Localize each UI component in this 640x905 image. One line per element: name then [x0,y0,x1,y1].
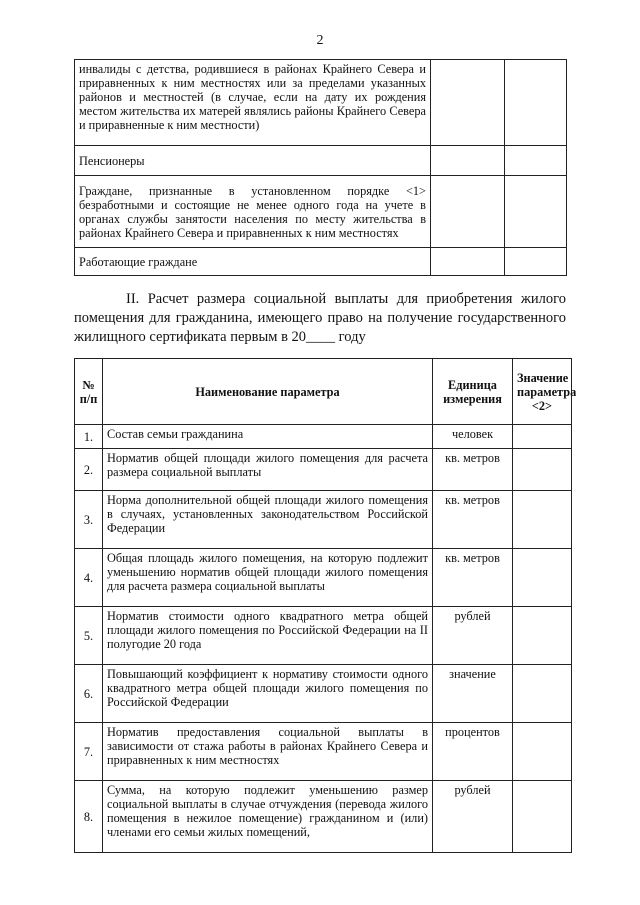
parameters-table [74,358,577,853]
param-name: Норматив предоставления социальной выплаты в зависимости от стажа работы в районах Крайнего Севера и приравненных к ним местностях [103,723,433,781]
param-unit: кв. метров [433,549,513,607]
header-num: № п/п [75,359,103,425]
param-value [513,449,572,491]
param-value [513,723,572,781]
param-value [513,781,572,853]
header-name: Наименование параметра [103,359,433,425]
category-label: Граждане, признанные в установленном порядке <1> безработными и состоящие не менее одного года на учете в органах службы занятости населения по месту жительства в районах Крайнего Севера и приравненных к ним местностях [75,176,431,248]
header-row [75,359,572,425]
category-label: Пенсионеры [75,146,431,176]
table-row [75,665,572,723]
row-number: 1. [75,425,103,449]
empty-cell [431,248,505,276]
page-number: 2 [316,33,324,48]
param-unit: значение [433,665,513,723]
table-row [75,723,572,781]
param-unit: рублей [433,781,513,853]
param-value [513,549,572,607]
param-name: Повышающий коэффициент к нормативу стоимости одного квадратного метра общей площади жилого помещения по Российской Федерации [103,665,433,723]
empty-cell [431,146,505,176]
empty-cell [505,60,567,146]
header-unit: Единица измерения [433,359,513,425]
table-row [75,781,572,853]
header-value: Значение параметра <2> [513,359,572,425]
param-value [513,491,572,549]
row-number: 5. [75,607,103,665]
table-row [75,146,567,176]
table-row [75,60,567,146]
param-name: Норматив стоимости одного квадратного метра общей площади жилого помещения по Российской Федерации на II полугодие 20 года [103,607,433,665]
row-number: 6. [75,665,103,723]
row-number: 2. [75,449,103,491]
table-row [75,607,572,665]
table-row [75,449,572,491]
param-name: Сумма, на которую подлежит уменьшению размер социальной выплаты в случае отчуждения (перевода жилого помещения в нежилое помещение) гражданином и (или) членами его семьи жилых помещений, [103,781,433,853]
param-value [513,425,572,449]
table-row [75,491,572,549]
table-row [75,248,567,276]
table-row [75,549,572,607]
empty-cell [431,60,505,146]
table-row [75,425,572,449]
param-value [513,607,572,665]
param-unit: процентов [433,723,513,781]
row-number: 7. [75,723,103,781]
row-number: 3. [75,491,103,549]
param-unit: кв. метров [433,491,513,549]
param-name: Норма дополнительной общей площади жилого помещения в случаях, установленных законодательством Российской Федерации [103,491,433,549]
category-label: Работающие граждане [75,248,431,276]
category-table [74,59,567,276]
param-value [513,665,572,723]
row-number: 8. [75,781,103,853]
empty-cell [505,146,567,176]
section-heading: II. Расчет размера социальной выплаты для приобретения жилого помещения для гражданина, имеющего право на получение государственного жилищного сертификата первым в 20____ году [74,291,566,345]
row-number: 4. [75,549,103,607]
table-row [75,176,567,248]
category-label: инвалиды с детства, родившиеся в районах Крайнего Севера и приравненных к ним местностях или за пределами указанных районов и местностей (в случае, если на дату их рождения местом жительства их матерей являлись районы Крайнего Севера и приравненные к ним местности) [75,60,431,146]
param-unit: кв. метров [433,449,513,491]
param-unit: рублей [433,607,513,665]
param-name: Норматив общей площади жилого помещения для расчета размера социальной выплаты [103,449,433,491]
param-name: Общая площадь жилого помещения, на которую подлежит уменьшению норматив общей площади жилого помещения для расчета размера социальной выплаты [103,549,433,607]
empty-cell [505,248,567,276]
empty-cell [505,176,567,248]
param-name: Состав семьи гражданина [103,425,433,449]
empty-cell [431,176,505,248]
param-unit: человек [433,425,513,449]
